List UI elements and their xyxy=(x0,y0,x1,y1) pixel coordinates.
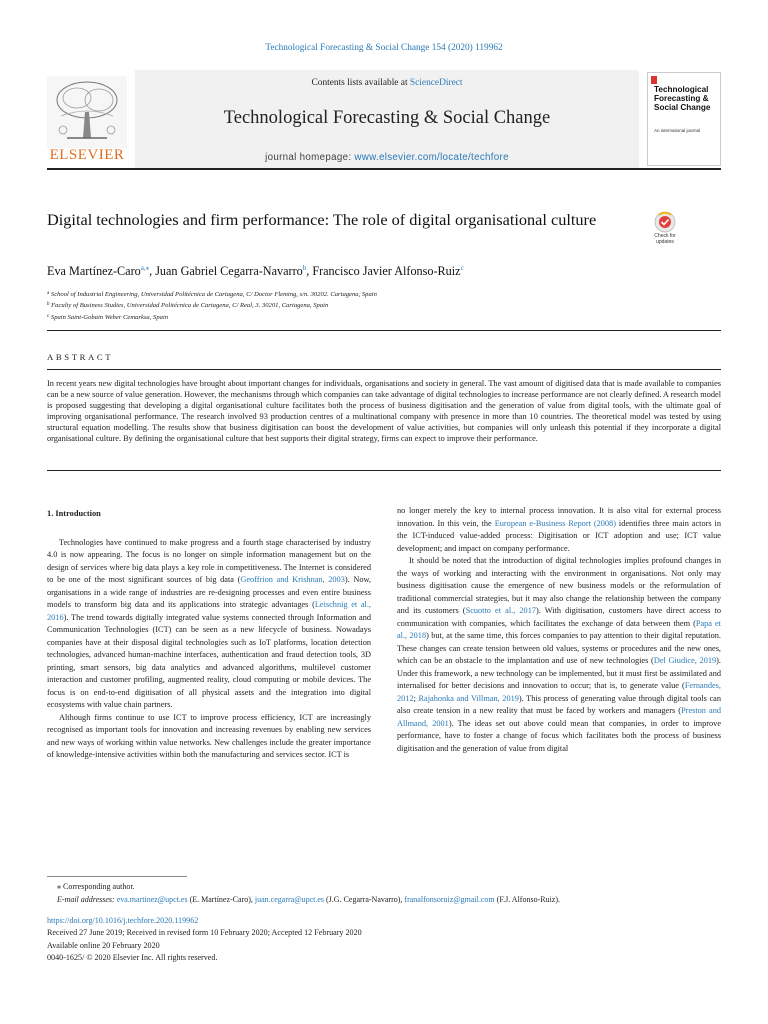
affiliation-item xyxy=(47,312,727,323)
journal-reference[interactable]: Technological Forecasting & Social Change 154 (2020) 119962 xyxy=(265,43,503,53)
author-name[interactable]: Juan Gabriel Cegarra-Navarro xyxy=(155,264,303,278)
citation-link[interactable]: Fernandes, 2012 xyxy=(397,681,721,703)
elsevier-tree-icon xyxy=(47,76,127,148)
received-dates: Received 27 June 2019; Received in revised form 10 February 2020; Accepted 12 February 2020 xyxy=(47,928,362,938)
corresponding-author-note: ⁎ Corresponding author. xyxy=(57,882,135,891)
email-label: E-mail addresses: xyxy=(57,894,117,904)
email-link[interactable]: franalfonsoruiz@gmail.com xyxy=(404,894,495,904)
text-run: no longer merely the key to internal process innovation. It is also vital for external process innovation. In this vein, the xyxy=(397,506,721,528)
author-name[interactable]: Eva Martínez-Caro xyxy=(47,264,141,278)
text-run: ; xyxy=(413,693,419,703)
text-run: ). Now, organisations in a wide range of industries are re-designing processes and even entire business models to transform big data and its applications into strategic advantages ( xyxy=(47,575,371,609)
divider xyxy=(47,369,721,370)
cover-subtitle: An international journal xyxy=(654,128,701,133)
text-run: ). The trend towards digitally integrated value systems connected through Information and Communication Technologies (ICT) can be seen as a new lifecycle of business. Nowadays companies have at their disposal digital technologies such as IoT platforms, location detection technologies, advanced human-machine interfaces, authentication and fraud detection tools, 3D printing, smart sensors, big data analytics and advanced algorithms, multilevel customer interaction and customer profiling, augmented reality, cloud computing or mobile devices. The focus is on end-to-end digitisation of all physical assets and the integration into digital ecosystems with value chain partners. xyxy=(47,612,371,709)
email-link[interactable]: eva.martinez@upct.es xyxy=(116,894,188,904)
cover-title: Technological Forecasting & Social Change xyxy=(654,85,711,112)
copyright: 0040-1625/ © 2020 Elsevier Inc. All rights reserved. xyxy=(47,952,218,962)
affiliation-item xyxy=(47,289,727,300)
email-link[interactable]: juan.cegarra@upct.es xyxy=(254,894,325,904)
citation-link[interactable]: Geoffrion and Krishnan, 2003 xyxy=(240,575,345,584)
contents-line xyxy=(135,78,639,88)
author-list: Eva Martínez-Caro$^{a,⁎}$, Juan Gabriel Cegarra-Navarro$^b$, Francisco Javier Alfonso-Ruiz$^c$ xyxy=(47,264,464,278)
available-online: Available online 20 February 2020 xyxy=(47,940,160,950)
affiliation-mark: c xyxy=(47,313,50,319)
email-owner: (E. Martínez-Caro), xyxy=(187,894,255,904)
homepage-prefix: journal homepage: xyxy=(265,152,355,163)
body-column-left xyxy=(47,508,371,762)
citation-link[interactable]: Preston and Allmand, 2001 xyxy=(397,706,721,728)
citation-link[interactable]: Papa et al., 2018 xyxy=(397,618,721,640)
check-for-updates-badge[interactable] xyxy=(648,211,682,251)
text-run: ). With digitisation, customers have direct access to communication with companies, which facilitates the exchange of data between them ( xyxy=(397,606,721,628)
footnotes xyxy=(57,881,737,906)
text-run: ) but, at the same time, this forces companies to pay attention to their digital reputation. These changes can create tension between old values, systems or procedures and the new ones, which can be an obstacle to the implantation and use of new technologies ( xyxy=(397,631,721,665)
journal-banner xyxy=(135,70,639,168)
author-affiliation-mark[interactable]: b xyxy=(302,264,307,272)
abstract-heading: ABSTRACT xyxy=(47,352,114,362)
paragraph xyxy=(397,505,721,555)
divider xyxy=(47,330,721,331)
check-updates-label: Check for updates xyxy=(654,233,676,245)
footnote-divider xyxy=(47,876,187,877)
email-owner: (F.J. Alfonso-Ruiz). xyxy=(494,894,561,904)
body-column-right xyxy=(397,505,721,755)
affiliation-mark: a xyxy=(47,291,50,296)
journal-title: Technological Forecasting & Social Change xyxy=(223,108,551,128)
author-affiliation-mark[interactable]: a,⁎ xyxy=(140,264,150,272)
journal-cover[interactable] xyxy=(647,72,721,166)
journal-header xyxy=(47,70,721,170)
article-title: Digital technologies and firm performance: The role of digital organisational culture xyxy=(47,210,597,229)
homepage-link[interactable]: www.elsevier.com/locate/techfore xyxy=(354,152,509,163)
paragraph: Although firms continue to use ICT to improve process efficiency, ICT are increasingly recognised as important tools for innovation and increasing revenues by enabling new services and new ways of working within value networks. New challenges include the greater importance of knowledge-intensive activities within both the manufacturing and services sector. ICT is xyxy=(47,712,371,759)
check-updates-icon xyxy=(648,211,682,233)
affiliation-text: Spain Saint-Gobain Weber Cemarksa, Spain xyxy=(50,313,169,321)
citation-link[interactable]: Leischnig et al., 2016 xyxy=(47,600,371,622)
paragraph xyxy=(397,555,721,755)
citation-link[interactable]: Rajahonka and Villman, 2019 xyxy=(418,693,519,703)
divider xyxy=(47,470,721,471)
homepage-line xyxy=(135,152,639,163)
text-run: ). Under this framework, a new technology can be implemented, but it must first be assimilated and internalised for better decisions and innovation to occur; that is, to generate value ( xyxy=(397,656,721,690)
text-run: ). This process of generating value through digital tools can also create tension in a new reality that must be faced by workers and managers ( xyxy=(397,693,721,715)
paragraph xyxy=(47,537,371,712)
contents-prefix: Contents lists available at xyxy=(311,78,410,88)
section-heading: 1. Introduction xyxy=(47,509,101,518)
author-name[interactable]: Francisco Javier Alfonso-Ruiz xyxy=(312,264,461,278)
citation-link[interactable]: Del Giudice, 2019 xyxy=(653,656,717,665)
sciencedirect-link[interactable]: ScienceDirect xyxy=(409,78,463,88)
elsevier-logo[interactable] xyxy=(47,76,127,168)
affiliation-item xyxy=(47,300,727,311)
email-addresses xyxy=(57,894,737,907)
text-run: ). The ideas set out above could mean that companies, in order to improve performance, have to foster a change of focus which facilitates both the process of business digitisation and the generation of value from digital xyxy=(397,718,722,753)
publication-info xyxy=(47,915,727,964)
doi-link[interactable]: https://doi.org/10.1016/j.techfore.2020.119962 xyxy=(47,916,199,925)
citation-link[interactable]: Scuotto et al., 2017 xyxy=(465,606,536,615)
citation-link[interactable]: European e-Business Report (2008) xyxy=(494,518,616,528)
affiliation-mark: b xyxy=(47,302,50,308)
abstract-body: In recent years new digital technologies have brought about important changes for individuals, organisations and society in general. The vast amount of digitised data that is made available to companies can be a new source of value generation. However, the mechanisms through which companies can take advantage of digital technologies to increase performance are not clearly defined. A research model is proposed suggesting that developing a digital organisational culture facilitates both the process of business digitisation and the generation of value from digital tools, with the ultimate goal of improving organisational performance. The research involved 93 production centres of a multinational company with presence in more than 10 countries. The theoretical model was tested by using structural equation modelling. The results show that business digitisation can boost the development of value activities, but companies will only unleash this potential if they incorporate a digital organisational culture. By defining the organisational culture that best supports their digital strategy, firms can expect to improve their performance. xyxy=(47,379,721,443)
affiliation-text: Faculty of Business Studies, Universidad Politécnica de Cartagena, C/ Real, 3. 30201, Cartagena, Spain xyxy=(51,302,329,310)
text-run: identifies three main actors in the ICT-induced value-added process: Digitisation or ICT adoption and use; ICT value development; and impact on company performance. xyxy=(397,518,722,553)
cover-mark-icon xyxy=(651,76,657,84)
affiliations xyxy=(47,289,727,323)
affiliation-text: School of Industrial Engineering, Universidad Politécnica de Cartagena, C/ Doctor Fleming, s/n. 30202. Cartagena, Spain xyxy=(50,291,377,298)
publisher-name: ELSEVIER xyxy=(49,147,125,163)
text-run: Technologies have continued to make progress and a fourth stage characterised by industry 4.0 is now appearing. The focus is no longer on simple information management but on the design of services where big data plays a key role in competitiveness. The Internet is considered to be one of the most significant sources of big data ( xyxy=(47,537,371,584)
email-owner: (J.G. Cegarra-Navarro), xyxy=(324,894,405,904)
text-run: It should be noted that the introduction of digital technologies implies profound changes in the ways of working and interacting with the environment in organisations. Not only may business digitisation cause the emergence of new business models or the reformulation of traditional commercial strategies, but it may also change the relationship between the company and its customers ( xyxy=(397,556,721,615)
author-affiliation-mark[interactable]: c xyxy=(460,264,464,272)
